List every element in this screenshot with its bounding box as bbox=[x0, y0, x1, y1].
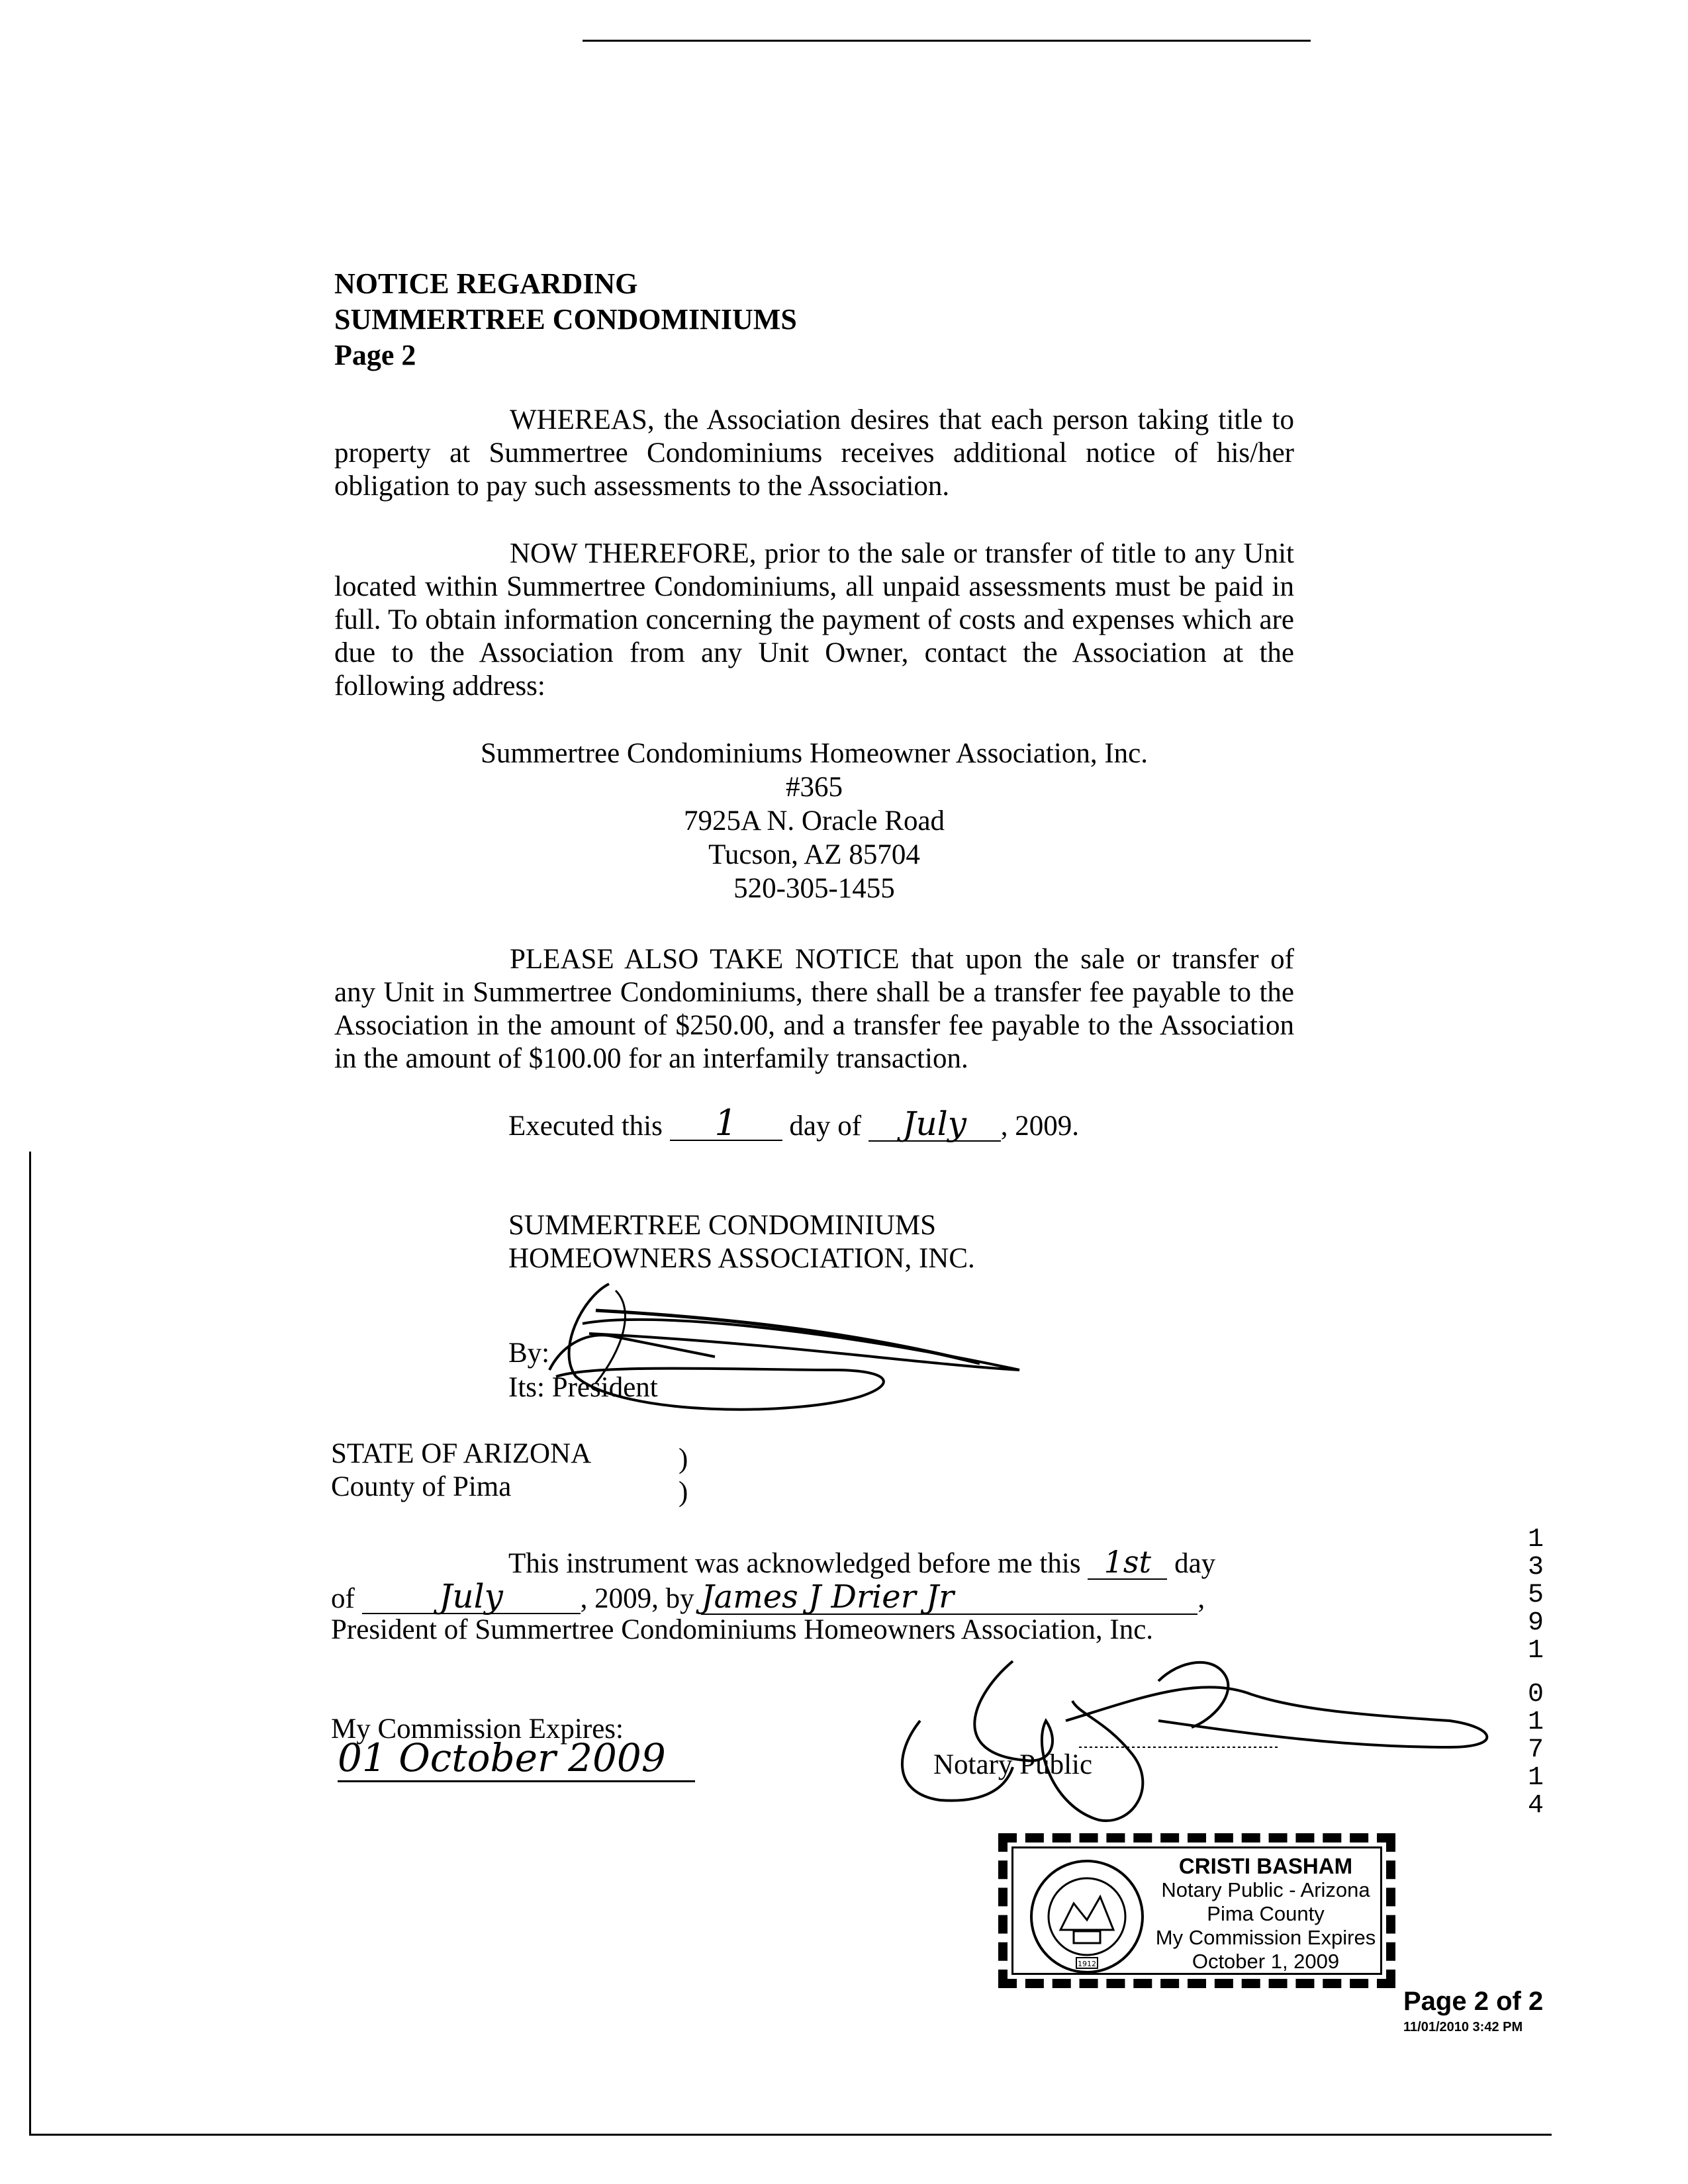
recording-number-digits bbox=[1523, 1526, 1549, 1820]
recording-digit: 1 bbox=[1527, 1707, 1544, 1737]
recording-digit: 1 bbox=[1527, 1525, 1544, 1555]
acknowledgment-line-2: of July , 2009, by James J Drier Jr , bbox=[331, 1577, 1205, 1615]
executed-day-field: 1 bbox=[670, 1107, 782, 1141]
org-line-1: SUMMERTREE CONDOMINIUMS bbox=[508, 1210, 937, 1241]
stamp-notary-name: CRISTI BASHAM bbox=[1178, 1854, 1353, 1878]
page-number-footer: Page 2 of 2 bbox=[1403, 1987, 1544, 2016]
arizona-state-seal-icon bbox=[1027, 1857, 1147, 1976]
address-line-4: Tucson, AZ 85704 bbox=[708, 839, 920, 870]
left-border bbox=[29, 1152, 31, 2134]
ack-month-field: July bbox=[362, 1580, 581, 1614]
notary-public-label: Notary Public bbox=[933, 1749, 1093, 1780]
recording-digit: 1 bbox=[1527, 1763, 1544, 1793]
recording-digit: 4 bbox=[1527, 1791, 1544, 1821]
commission-label: My Commission Expires: bbox=[331, 1713, 624, 1745]
org-line-2: HOMEOWNERS ASSOCIATION, INC. bbox=[508, 1243, 975, 1274]
heading-page-label: Page 2 bbox=[334, 339, 416, 371]
association-signature-block bbox=[508, 1209, 975, 1275]
recording-digit: 5 bbox=[1527, 1580, 1544, 1610]
bottom-border bbox=[29, 2134, 1552, 2136]
ack-name-field: James J Drier Jr bbox=[701, 1580, 1197, 1615]
address-line-5: 520-305-1455 bbox=[733, 873, 895, 904]
recording-digit: 3 bbox=[1527, 1553, 1544, 1582]
county-label: County of Pima bbox=[331, 1471, 512, 1502]
recording-digit bbox=[1523, 1665, 1549, 1681]
print-timestamp: 11/01/2010 3:42 PM bbox=[1403, 2020, 1523, 2034]
executed-line: Executed this 1 day of July , 2009. bbox=[508, 1102, 1080, 1144]
by-label: By: bbox=[508, 1338, 550, 1369]
association-address bbox=[334, 737, 1294, 905]
whereas-paragraph: WHEREAS, the Association desires that each person taking title to property at Summertree Condominiums receives additional notice of his/her obligation to pay such assessments to the Association. bbox=[334, 404, 1294, 502]
transfer-fee-paragraph: PLEASE ALSO TAKE NOTICE that upon the sale or transfer of any Unit in Summertree Condominiums, there shall be a transfer fee payable to the Association in the amount of $250.00, and a transfer fee payable to the Association in the amount of $100.00 for an interfamily transaction. bbox=[334, 944, 1294, 1074]
address-line-2: #365 bbox=[786, 772, 843, 803]
commission-date: 01 October 2009 bbox=[338, 1735, 695, 1782]
notary-stamp bbox=[998, 1833, 1395, 1988]
acknowledgment-line-3: President of Summertree Condominiums Homeowners Association, Inc. bbox=[331, 1614, 1154, 1645]
recording-number bbox=[1523, 1526, 1549, 1820]
address-line-3: 7925A N. Oracle Road bbox=[683, 805, 945, 837]
heading-line-2: SUMMERTREE CONDOMINIUMS bbox=[334, 303, 797, 336]
recording-digit: 9 bbox=[1527, 1608, 1544, 1638]
executed-month-field: July bbox=[868, 1107, 1001, 1142]
document-heading bbox=[334, 266, 797, 373]
stamp-text: CRISTI BASHAM Notary Public - Arizona Pima County My Commission Expires October 1, 2009 bbox=[1150, 1854, 1382, 1974]
recording-digit: 1 bbox=[1527, 1636, 1544, 1666]
acknowledgment-line-1: This instrument was acknowledged before me this 1st day bbox=[508, 1544, 1216, 1580]
ack-day-field: 1st bbox=[1088, 1545, 1167, 1580]
state-label: STATE OF ARIZONA bbox=[331, 1438, 592, 1469]
seal-year: 1912 bbox=[1078, 1960, 1096, 1968]
recording-digit: 0 bbox=[1527, 1680, 1544, 1709]
notary-signature bbox=[880, 1635, 1516, 1827]
venue-parens: ) ) bbox=[679, 1443, 688, 1508]
its-president-label: Its: President bbox=[508, 1372, 658, 1403]
top-rule bbox=[583, 40, 1311, 42]
president-signature bbox=[516, 1271, 1046, 1449]
heading-line-1: NOTICE REGARDING bbox=[334, 267, 638, 300]
address-line-1: Summertree Condominiums Homeowner Association, Inc. bbox=[481, 738, 1148, 769]
recording-digit: 7 bbox=[1527, 1735, 1544, 1765]
venue-block bbox=[331, 1437, 591, 1504]
now-therefore-paragraph: NOW THEREFORE, prior to the sale or transfer of title to any Unit located within Summertree Condominiums, all unpaid assessments must be paid in full. To obtain information concerning the payment of costs and expenses which are due to the Association from any Unit Owner, contact the Association at the following address: bbox=[334, 538, 1294, 702]
